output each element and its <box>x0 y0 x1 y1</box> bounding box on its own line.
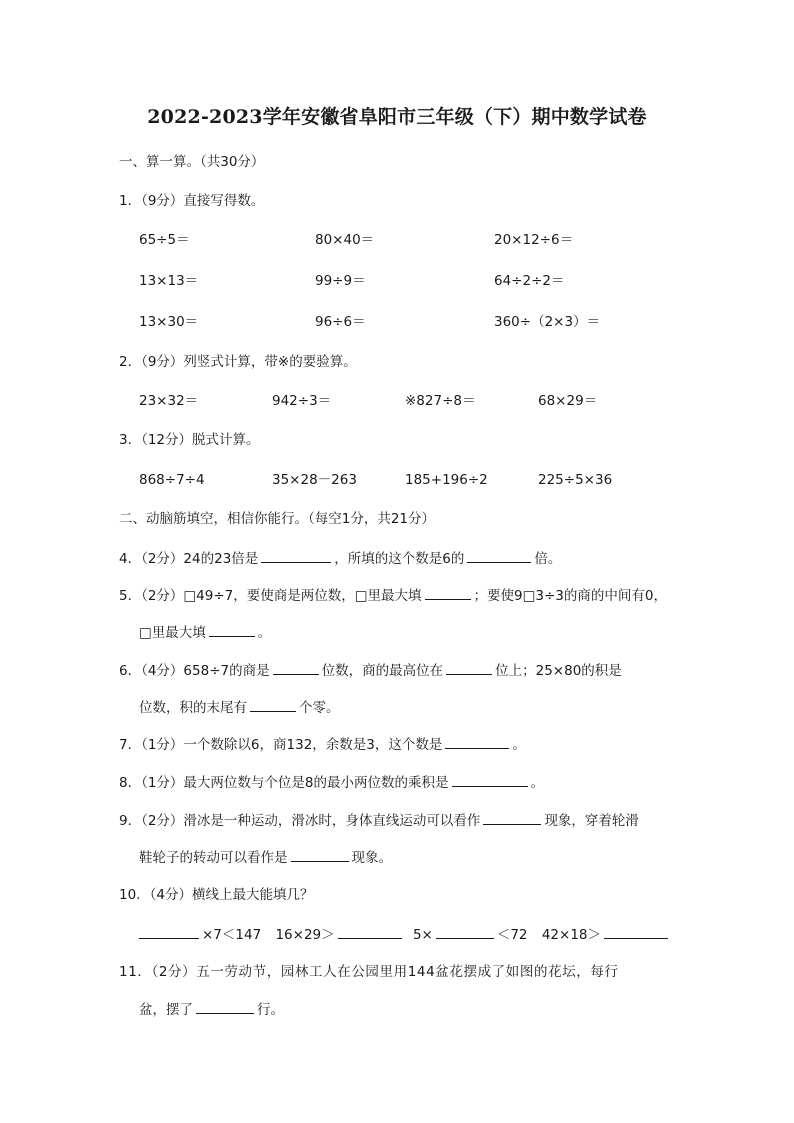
answer-blank[interactable] <box>338 924 402 939</box>
q7-text: 7．（1分）一个数除以6，商132，余数是3，这个数是 <box>119 737 443 753</box>
q9-text: 现象。 <box>351 850 392 866</box>
answer-blank[interactable] <box>446 660 492 675</box>
answer-blank[interactable] <box>196 999 254 1014</box>
section-1-heading: 一、算一算。（共30分） <box>119 154 265 170</box>
q8-text: 。 <box>530 775 545 791</box>
q1-item: 13×30＝ <box>139 314 199 330</box>
answer-blank[interactable] <box>209 622 255 637</box>
q1-item: 360÷（2×3）＝ <box>494 314 601 330</box>
q2-item: ※827÷8＝ <box>405 393 476 409</box>
question-10-label: 10．（4分）横线上最大能填几？ <box>119 887 314 903</box>
answer-blank[interactable] <box>291 847 349 862</box>
q1-item: 99÷9＝ <box>315 273 366 289</box>
question-4 <box>119 548 561 569</box>
q6-text: 位数，积的末尾有 <box>139 700 247 716</box>
question-2-label: 2．（9分）列竖式计算，带※的要验算。 <box>119 354 357 370</box>
q5-text: 5．（2分）□49÷7，要使商是两位数，□里最大填 <box>119 588 422 604</box>
question-3-label: 3．（12分）脱式计算。 <box>119 432 260 448</box>
question-7 <box>119 734 526 755</box>
q2-item: 68×29＝ <box>538 393 598 409</box>
question-10-items <box>139 924 671 945</box>
q4-text: 4．（2分）24的23倍是 <box>119 551 259 567</box>
section-2-heading: 二、动脑筋填空，相信你能行。（每空1分，共21分） <box>119 511 436 527</box>
q6-text: 6．（4分）658÷7的商是 <box>119 663 270 679</box>
q7-text: 。 <box>512 737 526 753</box>
q3-item: 868÷7÷4 <box>139 472 205 488</box>
answer-blank[interactable] <box>436 924 494 939</box>
q11-text: 盆，摆了 <box>139 1002 193 1018</box>
q1-item: 20×12÷6＝ <box>494 232 574 248</box>
q4-text: 倍。 <box>534 551 562 567</box>
q1-item: 80×40＝ <box>315 232 375 248</box>
q11-text: 行。 <box>257 1002 284 1018</box>
q3-item: 225÷5×36 <box>538 472 613 488</box>
q10-item: ×7＜147 <box>202 927 262 943</box>
q10-item: ＜72 <box>496 927 528 943</box>
q10-item: 42×18＞ <box>541 927 601 943</box>
q1-item: 96÷6＝ <box>315 314 366 330</box>
question-8 <box>119 772 544 793</box>
q5-text: □里最大填 <box>139 625 206 641</box>
q10-item: 16×29＞ <box>275 927 335 943</box>
q1-item: 65÷5＝ <box>139 232 190 248</box>
q3-item: 35×28－263 <box>272 472 357 488</box>
q6-text: 个零。 <box>299 700 340 716</box>
answer-blank[interactable] <box>139 924 199 939</box>
q9-text: 9．（2分）滑冰是一种运动，滑冰时，身体直线运动可以看作 <box>119 813 481 829</box>
question-9-cont <box>139 847 392 868</box>
answer-blank[interactable] <box>483 810 541 825</box>
question-5-cont <box>139 622 271 643</box>
answer-blank[interactable] <box>445 734 509 749</box>
q10-item: 5× <box>412 927 433 943</box>
q6-text: 位上；25×80的积是 <box>495 663 622 679</box>
question-1-label: 1．（9分）直接写得数。 <box>119 193 265 209</box>
q2-item: 942÷3＝ <box>272 393 332 409</box>
q5-text: ；要使9□3÷3的商的中间有0， <box>473 588 667 604</box>
answer-blank[interactable] <box>261 548 331 563</box>
answer-blank[interactable] <box>273 660 319 675</box>
q1-item: 13×13＝ <box>139 273 199 289</box>
q6-text: 位数，商的最高位在 <box>321 663 444 679</box>
question-6 <box>119 660 622 681</box>
answer-blank[interactable] <box>250 697 296 712</box>
answer-blank[interactable] <box>604 924 668 939</box>
q2-item: 23×32＝ <box>139 393 199 409</box>
question-5 <box>119 585 667 606</box>
q1-item: 64÷2÷2＝ <box>494 273 565 289</box>
question-9 <box>119 810 639 831</box>
answer-blank[interactable] <box>467 548 531 563</box>
q8-text: 8．（1分）最大两位数与个位是8的最小两位数的乘积是 <box>119 775 449 791</box>
q9-text: 现象，穿着轮滑 <box>544 813 639 829</box>
answer-blank[interactable] <box>425 585 471 600</box>
answer-blank[interactable] <box>452 772 528 787</box>
q4-text: ，所填的这个数是6的 <box>334 551 465 567</box>
q9-text: 鞋轮子的转动可以看作是 <box>139 850 288 866</box>
question-11: 11．（2分）五一劳动节，园林工人在公园里用144盆花摆成了如图的花坛，每行 <box>119 964 619 980</box>
exam-title: 2022-2023学年安徽省阜阳市三年级（下）期中数学试卷 <box>147 106 647 128</box>
q3-item: 185+196÷2 <box>405 472 488 488</box>
question-11-cont <box>139 999 284 1020</box>
question-6-cont <box>139 697 340 718</box>
q5-text: 。 <box>257 625 272 641</box>
